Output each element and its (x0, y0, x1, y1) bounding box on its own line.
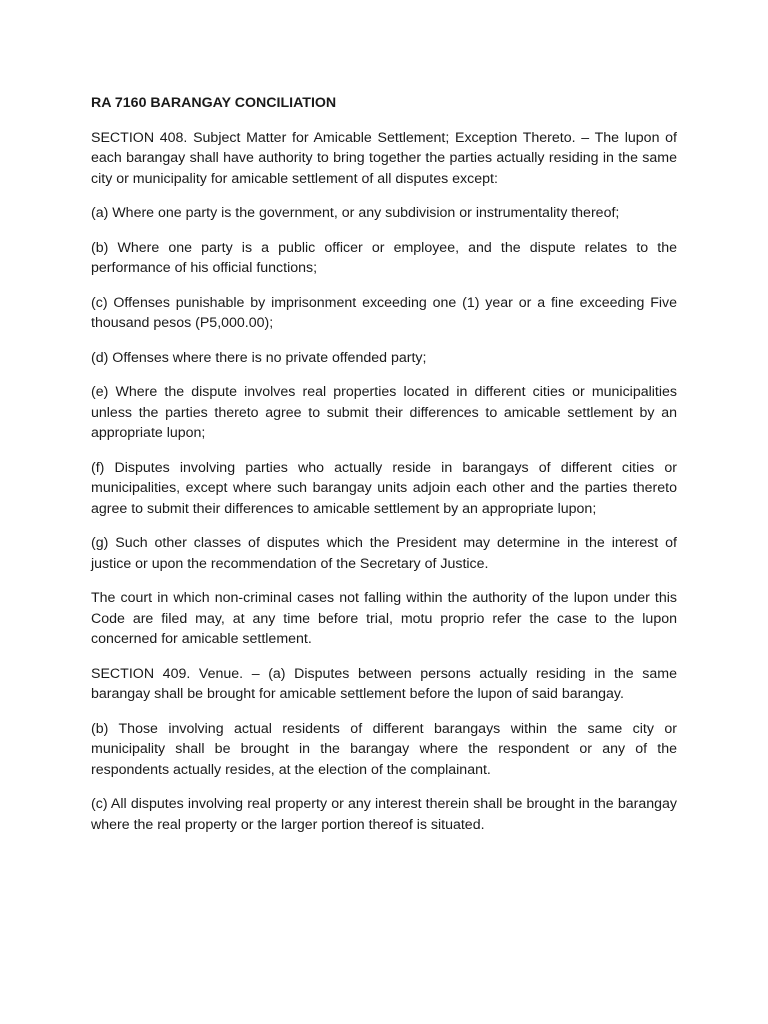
paragraph-item-f: (f) Disputes involving parties who actually reside in barangays of different cities or municipalities, except where such barangay units adjoin each other and the parties thereto agree to submit their differences to amicable settlement by an appropriate lupon; (91, 459, 677, 517)
paragraph-item-g: (g) Such other classes of disputes which the President may determine in the interest of justice or upon the recommendation of the Secretary of Justice. (91, 535, 677, 572)
paragraph-section-408: SECTION 408. Subject Matter for Amicable Settlement; Exception Thereto. – The lupon of each barangay shall have authority to bring together the parties actually residing in the same city or municipality for amicable settlement of all disputes except: (91, 129, 677, 187)
paragraph-venue-b: (b) Those involving actual residents of different barangays within the same city or municipality shall be brought in the barangay where the respondent or any of the respondents actually resides, at the election of the complainant. (91, 720, 677, 778)
paragraph-venue-c: (c) All disputes involving real property or any interest therein shall be brought in the barangay where the real property or the larger portion thereof is situated. (91, 796, 677, 833)
document-page (91, 93, 677, 849)
paragraph-item-c: (c) Offenses punishable by imprisonment exceeding one (1) year or a fine exceeding Five thousand pesos (P5,000.00); (91, 294, 677, 331)
paragraph-court-referral: The court in which non-criminal cases not falling within the authority of the lupon under this Code are filed may, at any time before trial, motu proprio refer the case to the lupon concerned for amicable settlement. (91, 590, 677, 647)
paragraph-item-a: (a) Where one party is the government, or any subdivision or instrumentality thereof; (91, 205, 620, 221)
paragraph-item-b: (b) Where one party is a public officer or employee, and the dispute relates to the performance of his official functions; (91, 239, 677, 276)
document-title: RA 7160 BARANGAY CONCILIATION (91, 95, 337, 111)
paragraph-item-e: (e) Where the dispute involves real properties located in different cities or municipalities unless the parties thereto agree to submit their differences to amicable settlement by an appropriate lupon; (91, 384, 677, 441)
paragraph-section-409: SECTION 409. Venue. – (a) Disputes between persons actually residing in the same barangay shall be brought for amicable settlement before the lupon of said barangay. (91, 665, 677, 702)
paragraph-item-d: (d) Offenses where there is no private offended party; (91, 349, 427, 366)
